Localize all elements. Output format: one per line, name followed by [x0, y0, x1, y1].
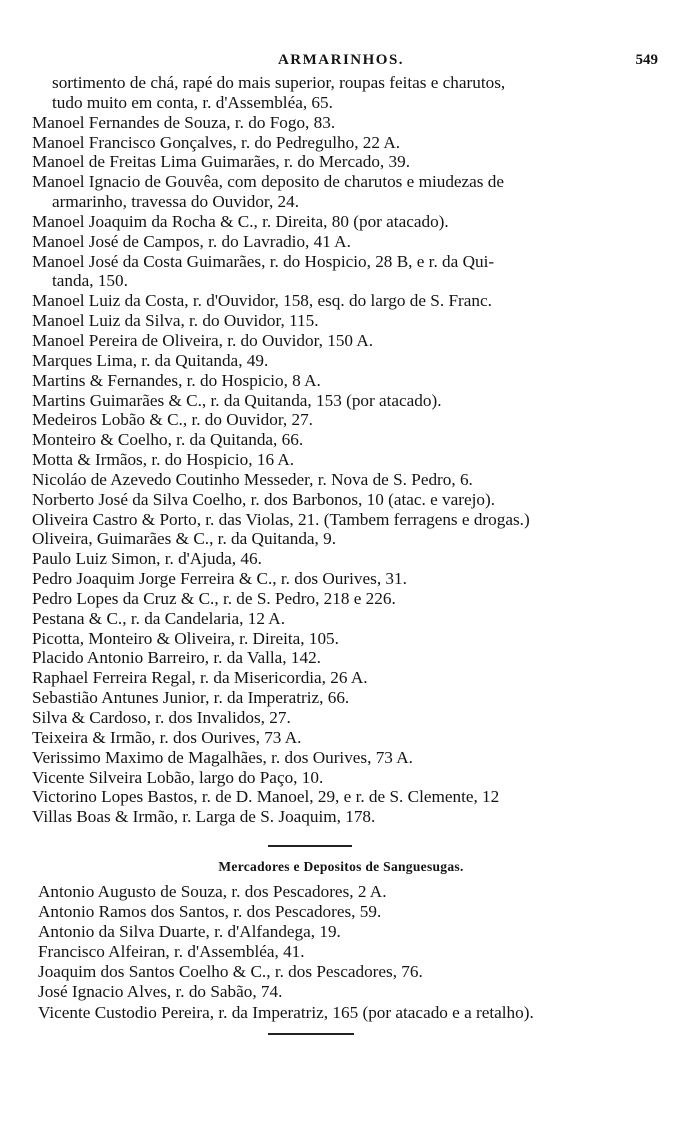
entry-line: Monteiro & Coelho, r. da Quitanda, 66. — [32, 430, 304, 450]
directory-entry: Joaquim dos Santos Coelho & C., r. dos Pescadores, 76. — [38, 962, 423, 982]
entry-line: Pestana & C., r. da Candelaria, 12 A. — [32, 608, 285, 628]
directory-entry — [32, 768, 672, 788]
directory-entry — [32, 529, 672, 549]
entry-line: Paulo Luiz Simon, r. d'Ajuda, 46. — [32, 549, 262, 569]
directory-entry — [32, 391, 672, 411]
entry-line: Manoel José da Costa Guimarães, r. do Hospicio, 28 B, e r. da Qui- — [32, 251, 495, 271]
directory-entry — [32, 549, 672, 569]
entry-line: Nicoláo de Azevedo Coutinho Messeder, r. Nova de S. Pedro, 6. — [32, 469, 473, 489]
entry-line: Motta & Irmãos, r. do Hospicio, 16 A. — [32, 450, 295, 470]
entry-line: Villas Boas & Irmão, r. Larga de S. Joaquim, 178. — [32, 807, 376, 827]
entry-line: Manoel Pereira de Oliveira, r. do Ouvidor, 150 A. — [32, 330, 374, 350]
entry-line: Silva & Cardoso, r. dos Invalidos, 27. — [32, 708, 291, 727]
entry-line: Pedro Joaquim Jorge Ferreira & C., r. dos Ourives, 31. — [32, 569, 407, 589]
entry-line: Martins Guimarães & C., r. da Quitanda, 153 (por atacado). — [32, 390, 442, 410]
entry-line: Manoel Luiz da Costa, r. d'Ouvidor, 158, esq. do largo de S. Franc. — [32, 291, 492, 311]
entry-line: Martins & Fernandes, r. do Hospicio, 8 A. — [32, 370, 321, 390]
entry-continuation-line: tanda, 150. — [52, 271, 128, 291]
directory-entry — [32, 331, 672, 351]
directory-entry — [32, 728, 672, 748]
page-header — [0, 52, 682, 74]
directory-entry: Antonio Ramos dos Santos, r. dos Pescadores, 59. — [38, 902, 382, 922]
directory-entry — [32, 609, 672, 629]
section-divider-bottom — [268, 1033, 354, 1035]
entry-line: Medeiros Lobão & C., r. do Ouvidor, 27. — [32, 410, 313, 430]
directory-entry — [32, 212, 672, 232]
directory-entry — [32, 490, 672, 510]
directory-entry — [32, 708, 672, 728]
entry-line: Oliveira Castro & Porto, r. das Violas, 21. (Tambem ferragens e drogas.) — [32, 509, 530, 529]
directory-entry: Antonio Augusto de Souza, r. dos Pescadores, 2 A. — [38, 882, 387, 901]
directory-entry — [32, 232, 672, 252]
entry-line: Manoel Francisco Gonçalves, r. do Pedregulho, 22 A. — [32, 132, 401, 152]
directory-entry — [32, 589, 672, 609]
directory-entry — [32, 510, 672, 530]
entry-line: Raphael Ferreira Regal, r. da Misericordia, 26 A. — [32, 668, 368, 688]
entry-line: Placido Antonio Barreiro, r. da Valla, 142. — [32, 648, 321, 668]
directory-entry — [32, 629, 672, 649]
page-number: 549 — [635, 52, 658, 68]
directory-entry — [32, 787, 672, 807]
directory-entry — [32, 113, 672, 133]
entry-line: Manoel de Freitas Lima Guimarães, r. do Mercado, 39. — [32, 152, 411, 172]
entry-line: Pedro Lopes da Cruz & C., r. de S. Pedro, 218 e 226. — [32, 588, 396, 608]
directory-entry — [32, 311, 672, 331]
entry-line: Verissimo Maximo de Magalhães, r. dos Ourives, 73 A. — [32, 747, 413, 767]
directory-entry: José Ignacio Alves, r. do Sabão, 74. — [38, 982, 283, 1002]
entry-line: Victorino Lopes Bastos, r. de D. Manoel, 29, e r. de S. Clemente, 12 — [32, 787, 500, 807]
directory-entry — [32, 748, 672, 768]
entry-line: sortimento de chá, rapé do mais superior, roupas feitas e charutos, — [52, 73, 506, 92]
entry-continuation-line: tudo muito em conta, r. d'Assembléa, 65. — [52, 92, 333, 112]
directory-entry — [32, 450, 672, 470]
directory-entry — [32, 470, 672, 490]
entry-line: Manoel Luiz da Silva, r. do Ouvidor, 115. — [32, 311, 319, 331]
sanguesugas-directory-list — [38, 882, 678, 1023]
entry-line: Manoel Joaquim da Rocha & C., r. Direita, 80 (por atacado). — [32, 211, 449, 231]
armarinhos-directory-list — [32, 73, 672, 827]
directory-entry: Antonio da Silva Duarte, r. d'Alfandega, 19. — [38, 922, 341, 942]
section-title: Mercadores e Depositos de Sanguesugas. — [218, 859, 464, 874]
directory-entry — [32, 351, 672, 371]
entry-line: Manoel Ignacio de Gouvêa, com deposito de charutos e miudezas de — [32, 172, 505, 192]
directory-entry — [32, 410, 672, 430]
directory-entry — [32, 648, 672, 668]
entry-line: Manoel Fernandes de Souza, r. do Fogo, 83. — [32, 112, 336, 132]
directory-entry — [32, 371, 672, 391]
directory-entry — [32, 688, 672, 708]
directory-entry — [32, 569, 672, 589]
directory-entry — [32, 668, 672, 688]
directory-entry — [32, 172, 672, 212]
entry-line: Picotta, Monteiro & Oliveira, r. Direita, 105. — [32, 628, 339, 648]
directory-entry — [32, 73, 672, 113]
entry-line: Teixeira & Irmão, r. dos Ourives, 73 A. — [32, 727, 302, 747]
entry-line: Manoel José de Campos, r. do Lavradio, 41 A. — [32, 231, 351, 251]
entry-line: Vicente Silveira Lobão, largo do Paço, 10. — [32, 767, 324, 787]
directory-entry — [32, 807, 672, 827]
entry-line: Oliveira, Guimarães & C., r. da Quitanda, 9. — [32, 529, 337, 549]
entry-line: Marques Lima, r. da Quitanda, 49. — [32, 350, 269, 370]
directory-entry — [32, 291, 672, 311]
entry-line: Sebastião Antunes Junior, r. da Imperatriz, 66. — [32, 688, 350, 708]
directory-entry — [32, 252, 672, 292]
entry-line: Norberto José da Silva Coelho, r. dos Barbonos, 10 (atac. e varejo). — [32, 489, 495, 509]
directory-entry: Francisco Alfeiran, r. d'Assembléa, 41. — [38, 942, 305, 962]
directory-entry — [32, 152, 672, 172]
entry-continuation-line: armarinho, travessa do Ouvidor, 24. — [52, 192, 300, 212]
running-title: ARMARINHOS. — [277, 52, 405, 68]
directory-entry — [32, 133, 672, 153]
directory-entry — [32, 430, 672, 450]
section-divider-top — [268, 845, 352, 847]
directory-entry: Vicente Custodio Pereira, r. da Imperatriz, 165 (por atacado e a retalho). — [38, 1002, 534, 1022]
